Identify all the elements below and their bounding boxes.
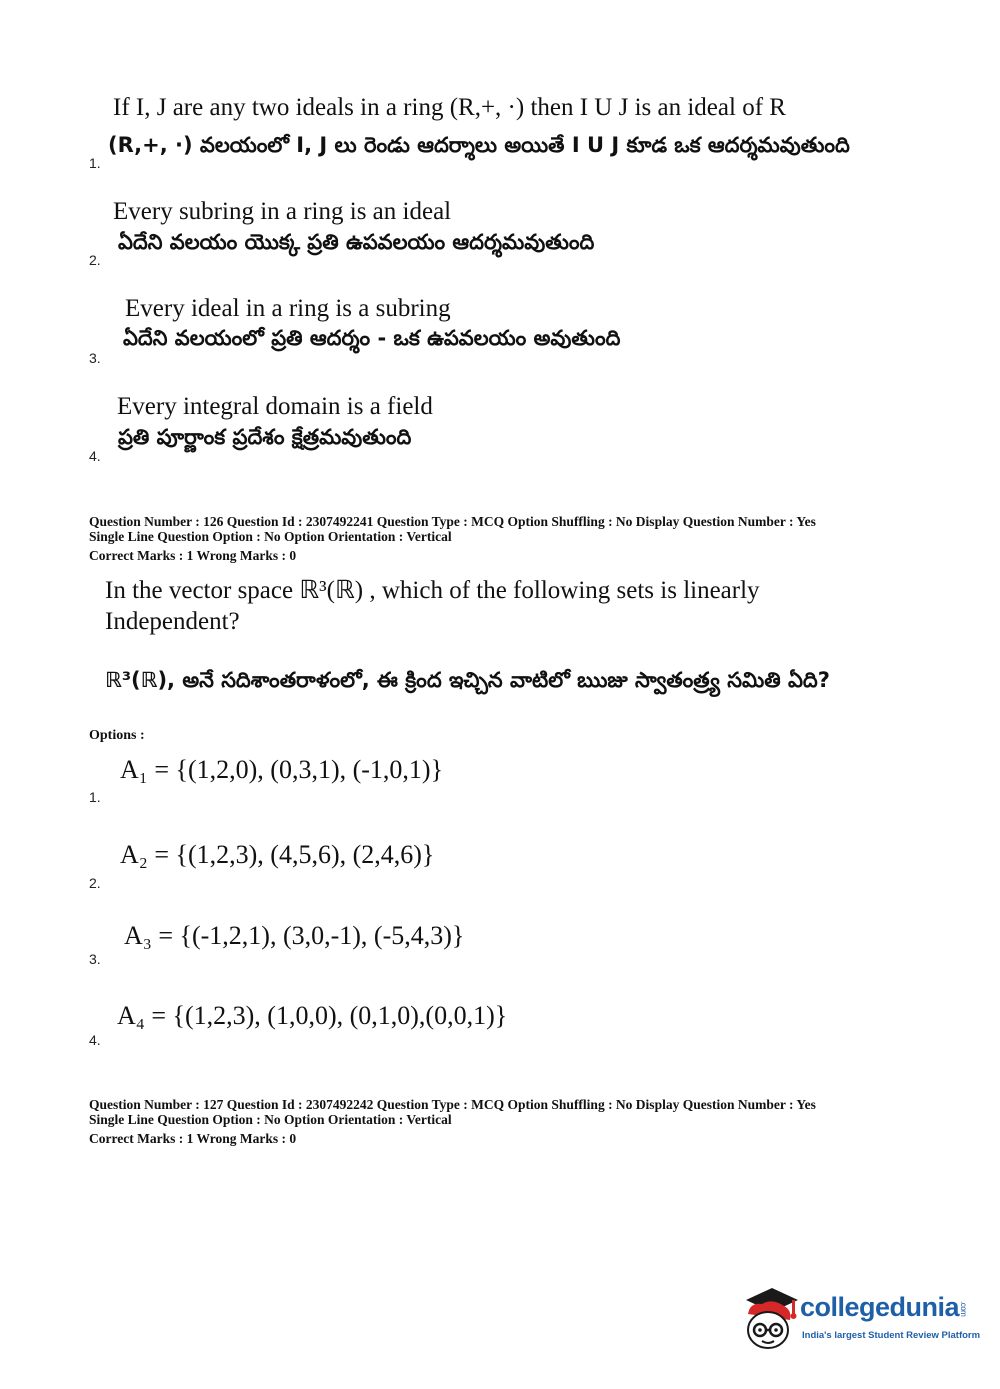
- q126-option-4-text[interactable]: A₄ = {(1,2,3), (1,0,0), (0,1,0),(0,0,1)}: [117, 1001, 508, 1030]
- q126-question-te: ℝ³(ℝ), అనే సదిశాంతరాళంలో, ఈ క్రింద ఇచ్చిన వాటిలో ఋజు స్వాతంత్ర్య సమితి ఏది?: [105, 668, 830, 692]
- prev-option-1-te: (R,+, ·) వలయంలో I, J లు రెండు ఆదర్శాలు అయితే I U J కూడ ఒక ఆదర్శమవుతుంది: [108, 133, 850, 157]
- prev-option-3-en: Every ideal in a ring is a subring: [125, 295, 451, 322]
- prev-option-4-number: 4.: [89, 448, 101, 464]
- prev-option-3-te: ఏదేని వలయంలో ప్రతి ఆదర్శం - ఒక ఉపవలయం అవుతుంది: [123, 326, 621, 350]
- q126-option-4-number: 4.: [89, 1032, 101, 1048]
- logo-suffix: .com: [959, 1301, 969, 1317]
- q126-options-label: Options :: [89, 728, 145, 743]
- prev-option-4-en: Every integral domain is a field: [117, 393, 433, 420]
- q126-option-2-text[interactable]: A₂ = {(1,2,3), (4,5,6), (2,4,6)}: [120, 840, 435, 869]
- q127-meta-line1: Question Number : 127 Question Id : 2307492242 Question Type : MCQ Option Shuffling : No Display Question Number : Yes: [89, 1097, 816, 1112]
- q127-meta-line3: Correct Marks : 1 Wrong Marks : 0: [89, 1131, 297, 1146]
- q126-meta-line1: Question Number : 126 Question Id : 2307492241 Question Type : MCQ Option Shuffling : No Display Question Number : Yes: [89, 514, 816, 529]
- q126-option-1-text[interactable]: A₁ = {(1,2,0), (0,3,1), (-1,0,1)}: [120, 755, 444, 784]
- prev-option-2-number: 2.: [89, 252, 101, 268]
- q126-meta-line3: Correct Marks : 1 Wrong Marks : 0: [89, 548, 297, 563]
- q126-option-2-number: 2.: [89, 875, 101, 891]
- q126-option-3-text[interactable]: A₃ = {(-1,2,1), (3,0,-1), (-5,4,3)}: [124, 921, 465, 950]
- prev-option-4-te: ప్రతి పూర్ణాంక ప్రదేశం క్షేత్రమవుతుంది: [118, 425, 412, 449]
- prev-option-2-en: Every subring in a ring is an ideal: [113, 198, 452, 225]
- collegedunia-logo[interactable]: [740, 1284, 981, 1354]
- q126-question-en-line1: In the vector space ℝ³(ℝ) , which of the following sets is linearly: [105, 577, 760, 604]
- q126-meta-line2: Single Line Question Option : No Option Orientation : Vertical: [89, 529, 452, 544]
- q126-question-en-line2: Independent?: [105, 608, 240, 635]
- q127-meta-line2: Single Line Question Option : No Option Orientation : Vertical: [89, 1112, 452, 1127]
- logo-tagline: India's largest Student Review Platform: [802, 1330, 981, 1341]
- mascot-icon: [740, 1284, 802, 1354]
- logo-name: collegedunia: [800, 1292, 960, 1322]
- prev-option-2-te: ఏదేని వలయం యొక్క ప్రతి ఉపవలయం ఆదర్శమవుతుంది: [118, 230, 595, 254]
- prev-option-1-number: 1.: [89, 155, 101, 171]
- prev-option-1-en: If I, J are any two ideals in a ring (R,+, ·) then I U J is an ideal of R: [113, 94, 786, 121]
- q126-option-3-number: 3.: [89, 951, 101, 967]
- q126-option-1-number: 1.: [89, 789, 101, 805]
- prev-option-3-number: 3.: [89, 350, 101, 366]
